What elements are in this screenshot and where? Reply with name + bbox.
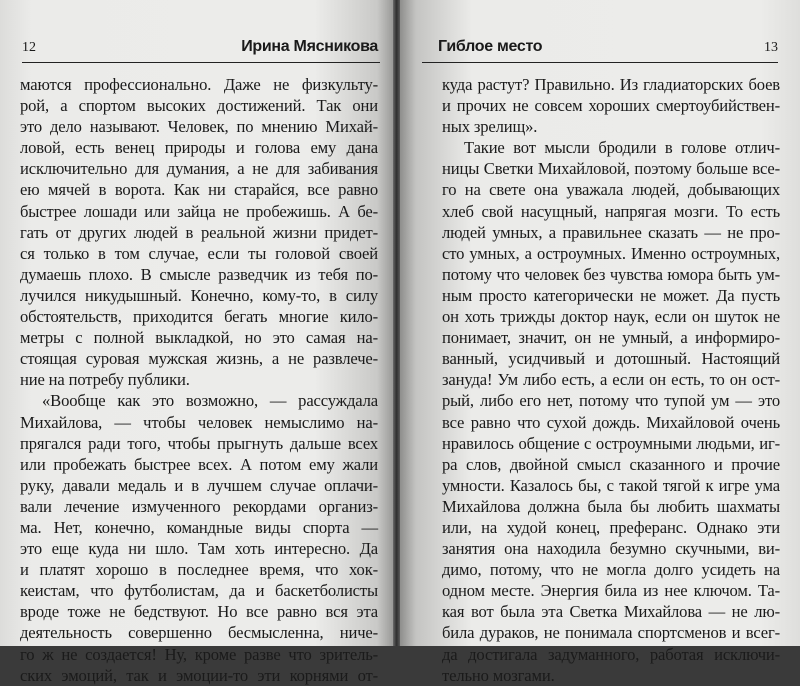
text-line: это дело называют. Человек, по мнению Михай- — [20, 117, 378, 137]
text-line: рый, либо его нет, потому что тупой ум — это — [442, 391, 780, 411]
text-line: ских эмоций, так и эмоции-то эти корнями от- — [20, 665, 378, 685]
text-line: думаешь плохо. В смысле разведчик из тебя по- — [20, 264, 378, 284]
left-page-number: 12 — [22, 40, 36, 55]
right-running-head — [422, 38, 778, 63]
text-line: кеистам, что футболистам, да и баскетболисты — [20, 581, 378, 601]
text-line: все равно что сухой дождь. Михайловой очень — [442, 412, 780, 432]
text-line: потому что человек без чувства юмора быть ум- — [442, 264, 780, 284]
right-running-head-title: Гиблое место — [438, 38, 543, 55]
text-line: людей умных, а правильнее сказать — не про- — [442, 222, 780, 242]
text-line: ницы Светки Михайловой, поэтому больше все- — [442, 159, 780, 179]
text-line: понимает, значит, он не умный, а информиро- — [442, 328, 780, 348]
text-line: ние на потребу публики. — [20, 370, 190, 390]
text-line: хлеб свой насущный, напрягая мозги. То есть — [442, 201, 780, 221]
text-line: ра слов, двойной смысл сказанного и прочие — [442, 454, 780, 474]
left-page — [0, 0, 393, 685]
right-body-text — [442, 74, 780, 686]
text-line: зануда! Ум либо есть, а если он есть, то он ост- — [442, 370, 780, 390]
text-line: вроде тоже не бедствуют. Но все равно вся эта — [20, 602, 378, 622]
left-body-text — [20, 74, 378, 686]
text-line: это еще куда ни шло. Там хоть интересно. Да — [20, 539, 378, 559]
text-line: нравилось общение с остроумными людьми, иг- — [442, 433, 780, 453]
text-line: исключительно для думания, а не для забивания — [20, 159, 378, 179]
text-line: да достигала задуманного, работая исключи- — [442, 644, 780, 664]
text-line: ловой, есть венец природы и голова ему дана — [20, 138, 378, 158]
text-line: обстоятельств, приходится бегать многие кило- — [20, 307, 378, 327]
text-line: го на свете она уважала людей, добывающих — [442, 180, 780, 200]
text-line: ею мячей в ворота. Как ни старайся, все равно — [20, 180, 378, 200]
text-line: куда растут? Правильно. Из гладиаторских боев — [442, 75, 780, 94]
text-line: он хоть трижды доктор наук, если он шуток не — [442, 307, 780, 327]
text-line: «Вообще как это возможно, — рассуждала — [42, 391, 378, 411]
text-line: или, на худой конец, преферанс. Однако эти — [442, 517, 780, 537]
text-line: прягался ради того, чтобы прыгнуть дальше всех — [20, 433, 378, 453]
text-line: димо, потому, что не могла долго усидеть на — [442, 560, 780, 580]
text-line: деятельность совершенно бесмысленна, ниче- — [20, 623, 378, 643]
text-line: одном месте. Энергия била из нее ключом. Та- — [442, 581, 780, 601]
text-line: занятия она находила безумно скучными, ви- — [442, 539, 780, 559]
text-line: руку, давали медаль и в лучшем случае оплачи- — [20, 475, 378, 495]
text-line: гать от других людей в реальной жизни придет- — [20, 222, 378, 242]
left-running-head-title: Ирина Мясникова — [241, 38, 378, 55]
text-line: тельно мозгами. — [442, 665, 555, 685]
text-line: Михайлова, — чтобы человек немыслимо на- — [20, 412, 378, 432]
text-line: го ж не создается! Ну, кроме разве что зритель- — [20, 644, 378, 664]
right-page-number: 13 — [764, 40, 778, 55]
text-line: ванный, усидчивый и дотошный. Настоящий — [442, 349, 780, 369]
text-line: стоящая суровая мужская жизнь, а не развлече- — [20, 349, 378, 369]
text-line: кая вот была эта Светка Михайлова — не лю- — [442, 602, 780, 622]
text-line: ся только в том случае, если ты головой своей — [20, 243, 378, 263]
text-line: и прочих не совсем хороших смертоубийствен- — [442, 96, 780, 116]
text-line: сто умных, а остроумных. Именно остроумных, — [442, 243, 780, 263]
text-line: маются профессионально. Даже не физкульту- — [20, 75, 378, 94]
text-line: Михайлова должна была бы любить шахматы — [442, 496, 780, 516]
text-line: Такие вот мысли бродили в голове отлич- — [464, 138, 780, 158]
text-line: или пробежать быстрее всех. А потом ему жали — [20, 454, 378, 474]
text-line: вали лечение измученного рекордами организ- — [20, 496, 378, 516]
text-line: ма. Нет, конечно, командные виды спорта — — [20, 517, 378, 537]
text-line: ных зрелищ». — [442, 117, 538, 137]
left-running-head — [22, 38, 380, 63]
right-page — [400, 0, 800, 685]
text-line: лучился никудышный. Конечно, кому-то, в силу — [20, 285, 378, 305]
text-line: била дураков, не понимала спортсменов и всег- — [442, 623, 780, 643]
text-line: умности. Казалось бы, с такой тягой к игре ума — [442, 475, 780, 495]
text-line: и платят хорошо в последнее время, что хок- — [20, 560, 378, 580]
text-line: ным просто категорически не может. Да пусть — [442, 285, 780, 305]
text-line: метры с полной выкладкой, но это самая на- — [20, 328, 378, 348]
text-line: быстрее лошади или зайца не пробежишь. А бе- — [20, 201, 378, 221]
book-gutter — [393, 0, 400, 646]
text-line: рой, а спортом высоких достижений. Так они — [20, 96, 378, 116]
